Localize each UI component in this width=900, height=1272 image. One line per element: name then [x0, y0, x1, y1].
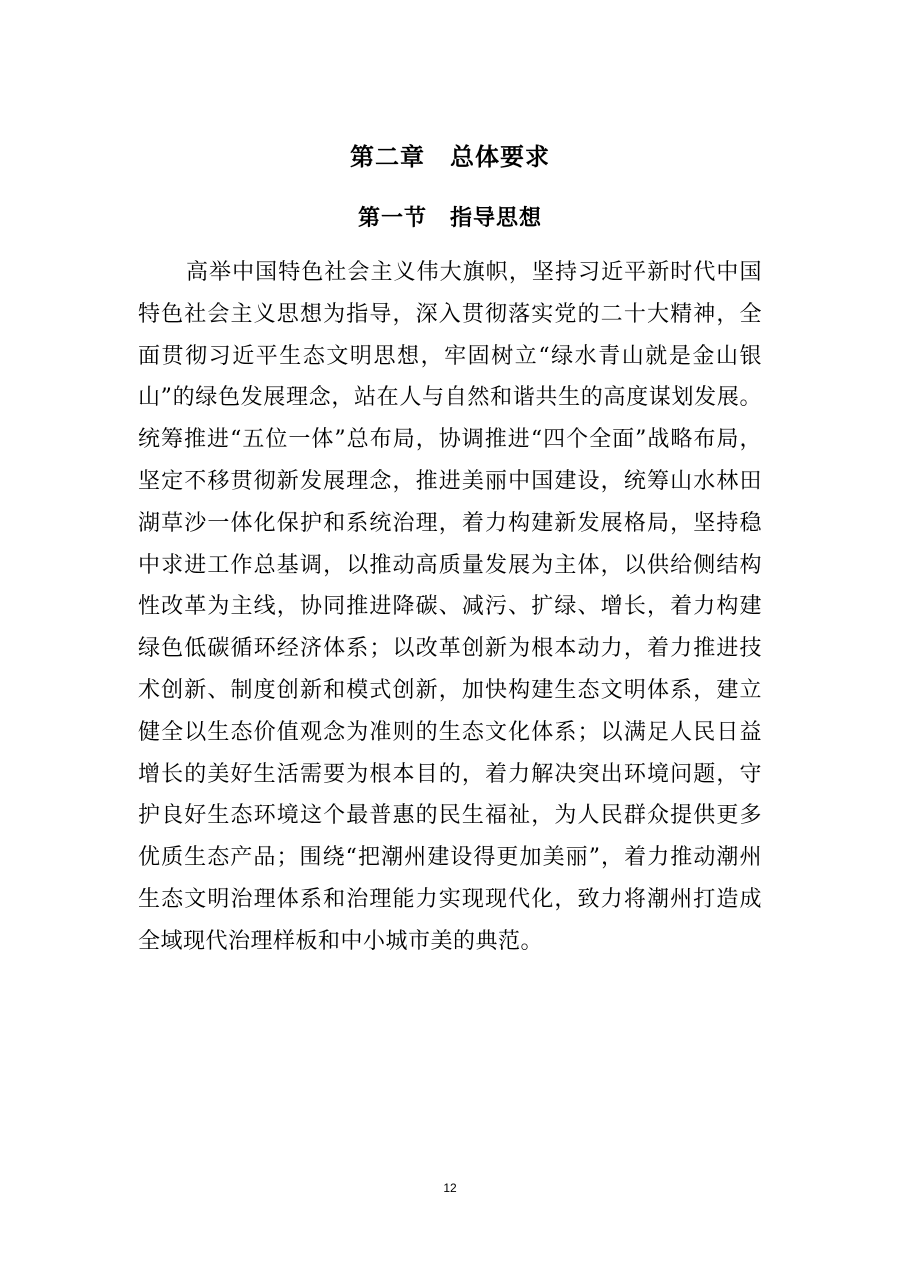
section-title: 第一节 指导思想 — [357, 206, 542, 231]
page-number: 12 — [443, 1181, 457, 1195]
chapter-title: 第二章 总体要求 — [350, 143, 550, 171]
body-paragraph: 高举中国特色社会主义伟大旗帜，坚持习近平新时代中国特色社会主义思想为指导，深入贯彻落实党的二十大精神，全面贯彻习近平生态文明思想，牢固树立“绿水青山就是金山银山”的绿色发展理念，站在人与自然和谐共生的高度谋划发展。统筹推进“五位一体”总布局，协调推进“四个全面”战略布局，坚定不移贯彻新发展理念，推进美丽中国建设，统筹山水林田湖草沙一体化保护和系统治理，着力构建新发展格局，坚持稳中求进工作总基调，以推动高质量发展为主体，以供给侧结构性改革为主线，协同推进降碳、减污、扩绿、增长，着力构建绿色低碳循环经济体系；以改革创新为根本动力，着力推进技术创新、制度创新和模式创新，加快构建生态文明体系，建立健全以生态价值观念为准则的生态文化体系；以满足人民日益增长的美好生活需要为根本目的，着力解决突出环境问题，守护良好生态环境这个最普惠的民生福祉，为人民群众提供更多优质生态产品；围绕“把潮州建设得更加美丽”，着力推动潮州生态文明治理体系和治理能力实现现代化，致力将潮州打造成全域现代治理样板和中小城市美的典范。 — [138, 260, 762, 954]
